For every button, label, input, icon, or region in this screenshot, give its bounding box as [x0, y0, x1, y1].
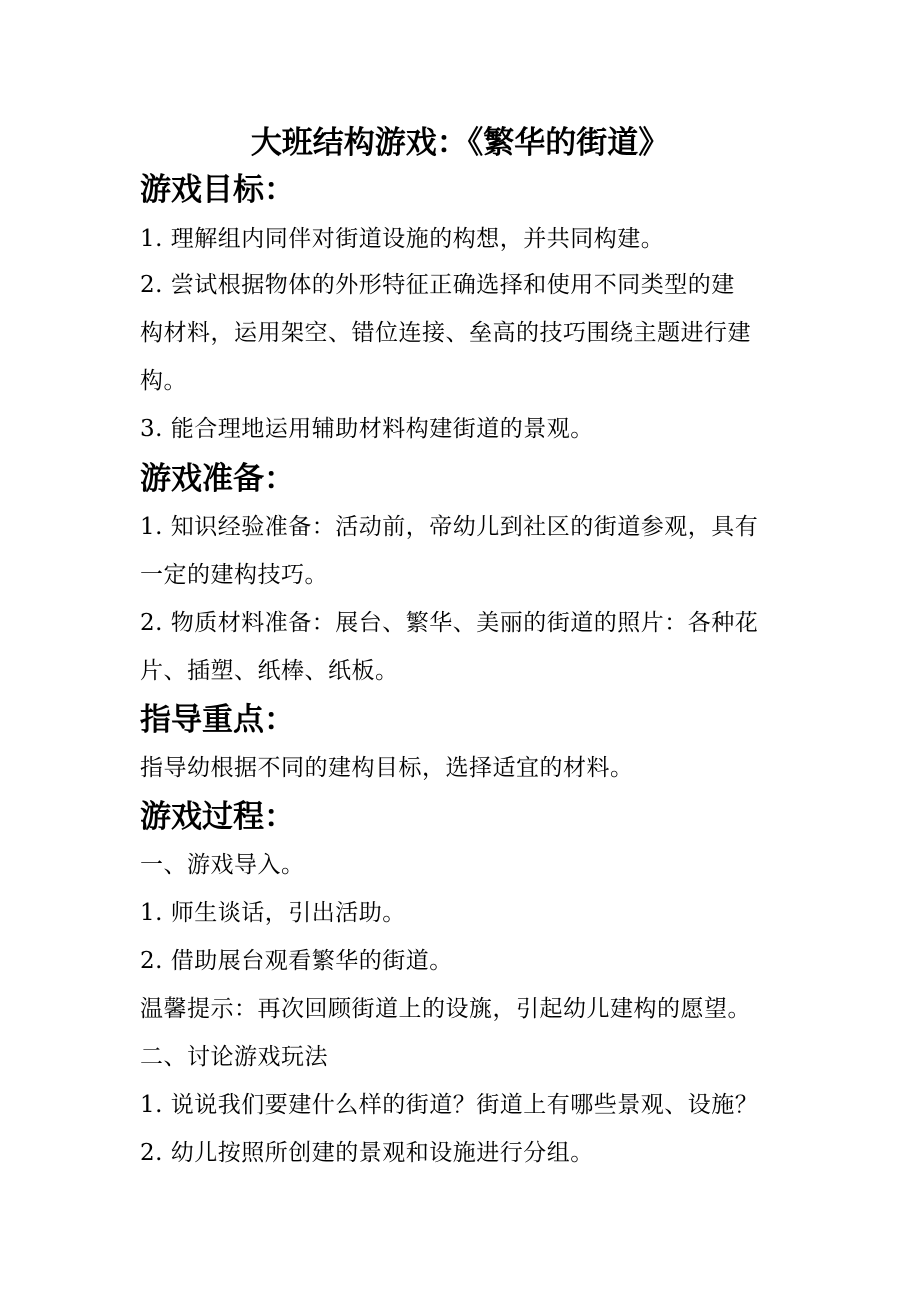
- paragraph-line: 1. 理解组内同伴对街道设施的构想，并共同构建。: [140, 226, 665, 252]
- paragraph-line: 片、插塑、纸棒、纸板。: [140, 658, 399, 684]
- paragraph-line: 一、游戏导入。: [140, 852, 305, 878]
- section-heading-preparation: 游戏准备：: [140, 461, 295, 497]
- paragraph-line: 1. 师生谈话，引出活助。: [140, 900, 406, 926]
- paragraph-line: 2. 借助展台观看繁华的街道。: [140, 948, 453, 974]
- paragraph-line: 构材料，运用架空、错位连接、垒高的技巧围绕主题进行建: [140, 320, 751, 346]
- paragraph-line: 二、讨论游戏玩法: [140, 1044, 328, 1070]
- paragraph-line: 2. 物质材料准备：展台、繁华、美丽的街道的照片：各种花: [140, 610, 759, 636]
- document-title: 大班结构游戏：《繁华的街道》: [250, 125, 670, 161]
- paragraph-line: 3. 能合理地运用辅助材料构建街道的景观。: [140, 416, 594, 442]
- paragraph-line: 2. 尝试根据物体的外形特征正确选择和使用不同类型的建: [140, 272, 735, 298]
- paragraph-line: 温馨提示：再次回顾街道上的设旐，引起幼儿建构的愿望。: [140, 996, 751, 1022]
- section-heading-goals: 游戏目标：: [140, 172, 295, 208]
- section-heading-focus: 指导重点：: [140, 702, 295, 738]
- paragraph-line: 构。: [140, 368, 187, 394]
- paragraph-line: 一定的建构技巧。: [140, 562, 328, 588]
- paragraph-line: 1. 知识经验准备：活动前，帝幼儿到社区的街道参观，具有: [140, 514, 759, 540]
- section-heading-process: 游戏过程：: [140, 799, 295, 835]
- paragraph-line: 2. 幼儿按照所创建的景观和设施进行分组。: [140, 1140, 594, 1166]
- paragraph-line: 1. 说说我们要建什么样的街道？街道上有哪些景观、设施？: [140, 1092, 759, 1118]
- paragraph-line: 指导幼根据不同的建构目标，选择适宜的材料。: [140, 755, 634, 781]
